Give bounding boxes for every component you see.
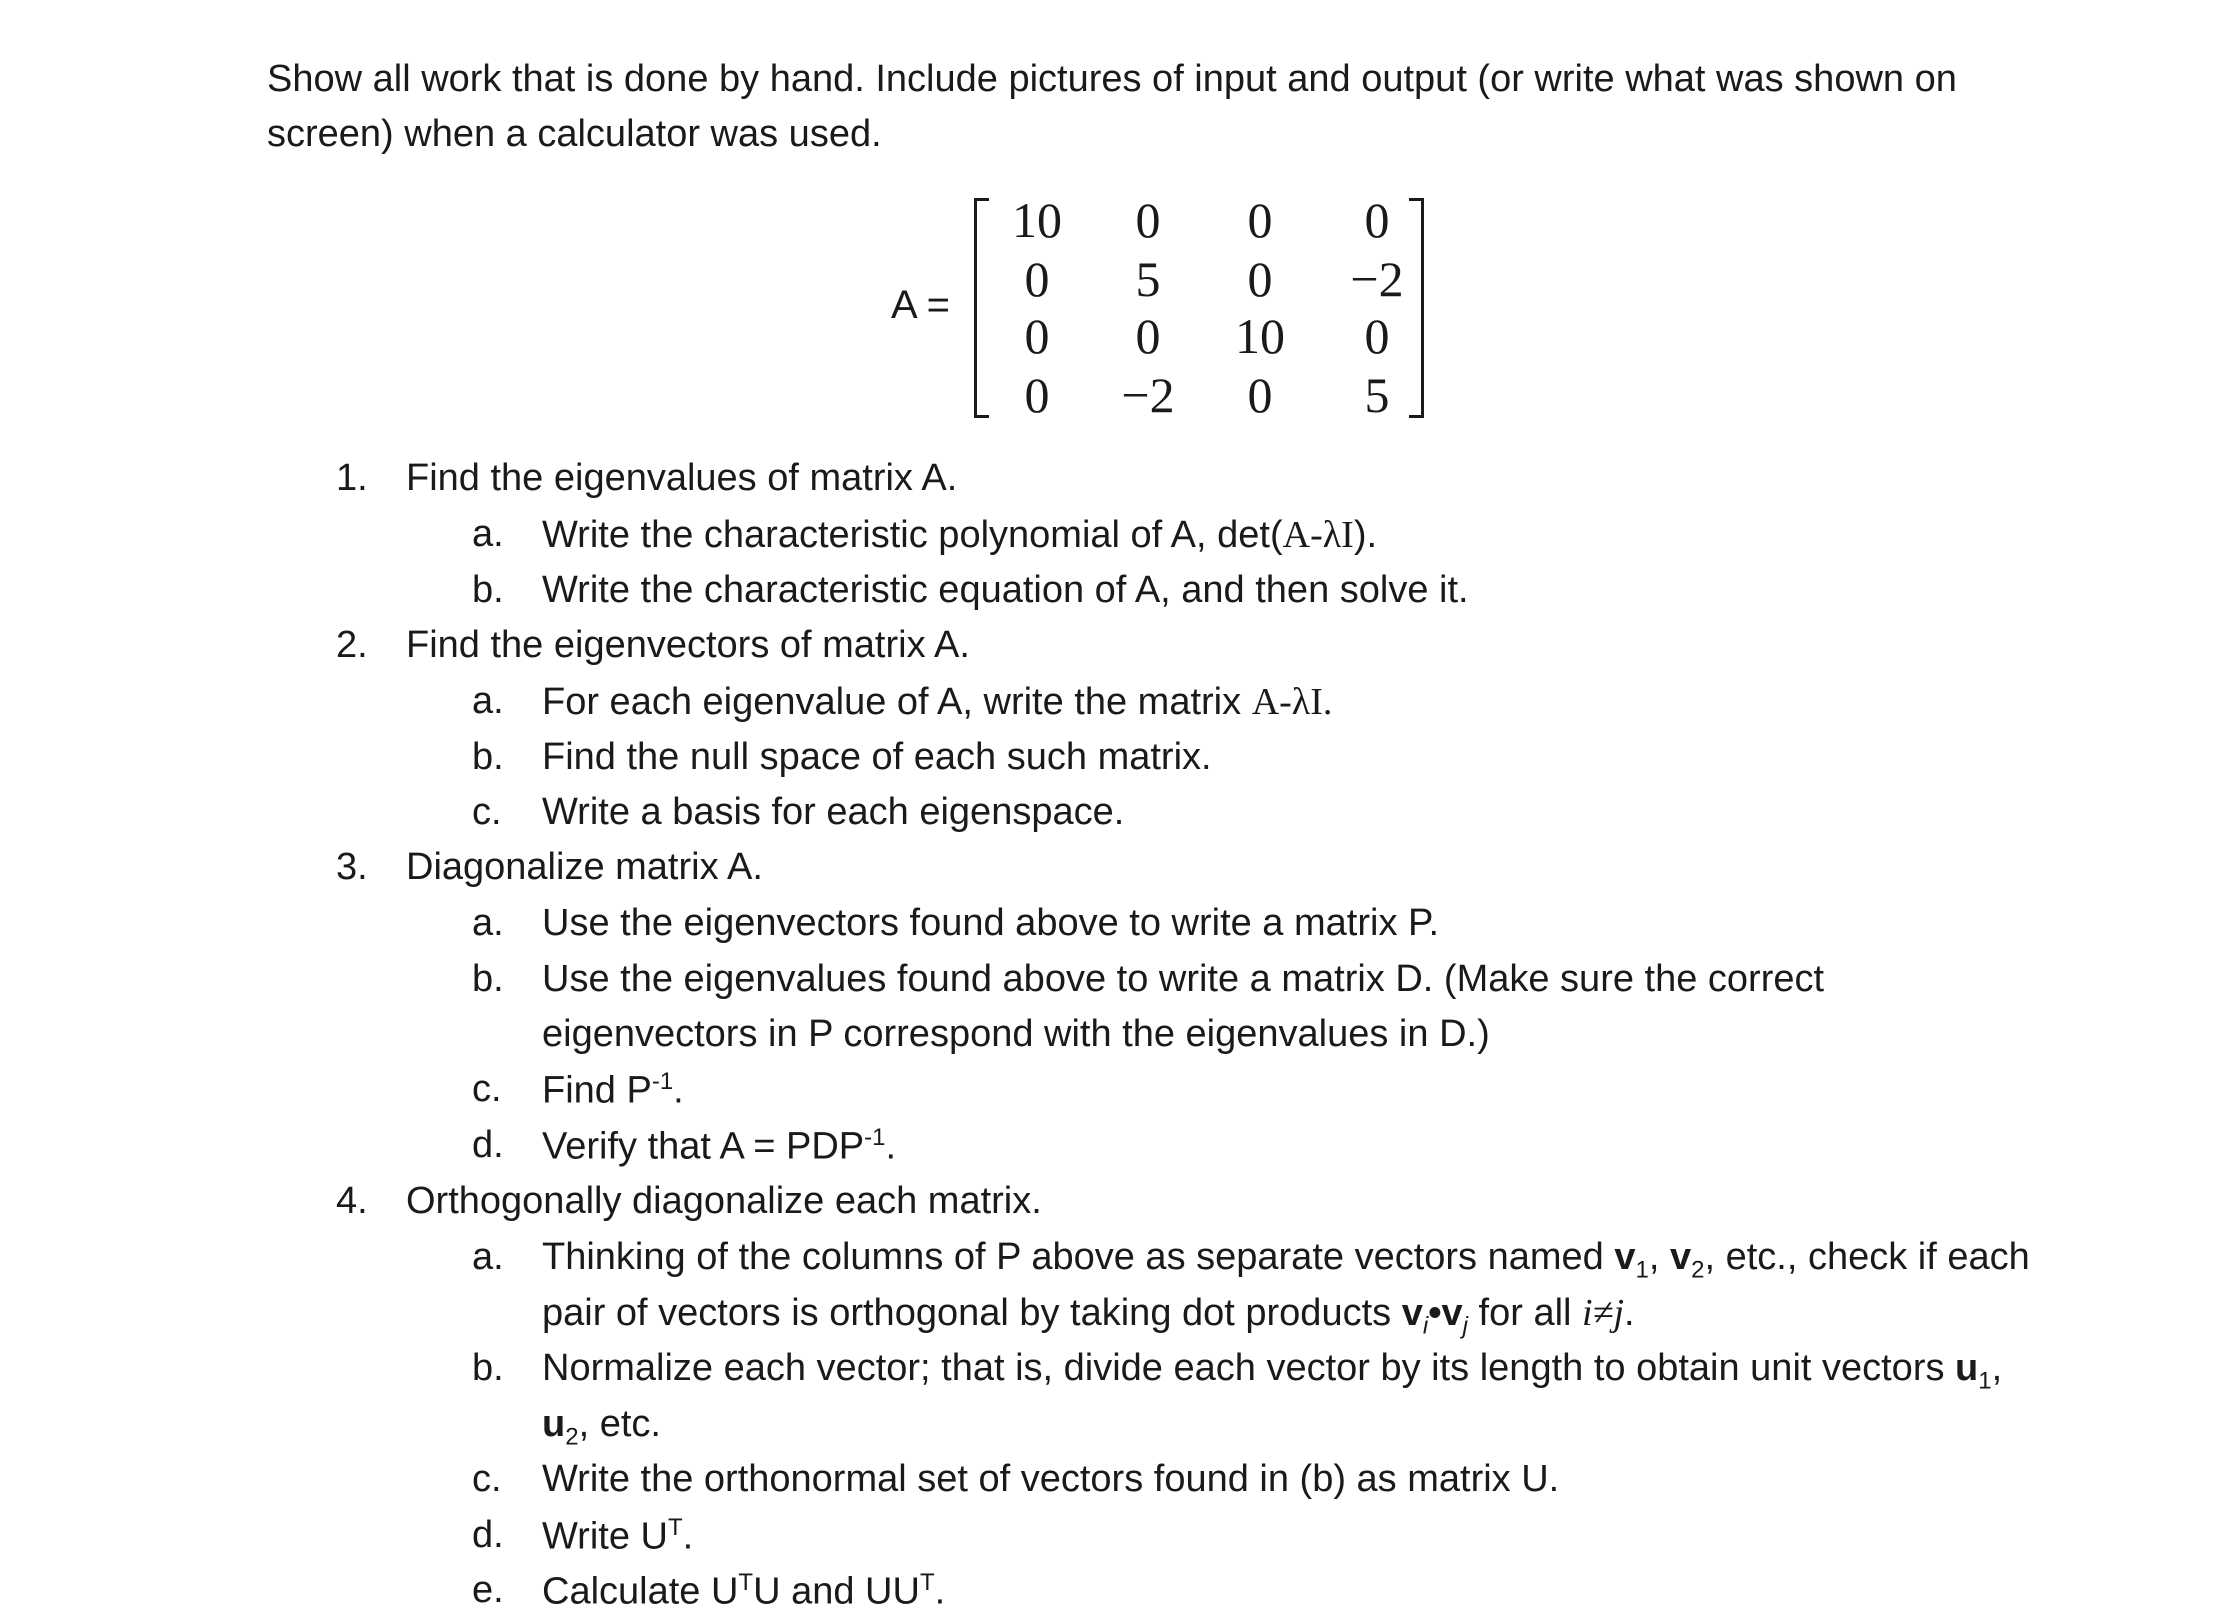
q2-number: 2. <box>336 624 368 666</box>
q4b-text-line-2: $u_2$, etc. <box>542 1403 661 1451</box>
matrix-cell: 0 <box>1247 367 1273 423</box>
matrix-cell: 0 <box>1364 192 1390 248</box>
q2-text: Find the eigenvectors of matrix A. <box>406 624 970 666</box>
q1b-text: Write the characteristic equation of A, and then solve it. <box>542 569 1469 611</box>
q1a-text: Write the characteristic polynomial of A, det(A-λI). <box>542 514 1378 556</box>
q4b-letter: b. <box>472 1347 504 1389</box>
matrix-cell: 0 <box>1135 192 1161 248</box>
q3a-letter: a. <box>472 902 504 944</box>
q4a-letter: a. <box>472 1236 504 1278</box>
q2a-text: For each eigenvalue of A, write the matrix A-λI. <box>542 681 1333 723</box>
q1b-letter: b. <box>472 569 504 611</box>
q3d-letter: d. <box>472 1124 504 1166</box>
matrix-a <box>974 192 1424 422</box>
q1-number: 1. <box>336 457 368 499</box>
q2c-text: Write a basis for each eigenspace. <box>542 791 1125 833</box>
q4d-letter: d. <box>472 1514 504 1556</box>
q4e-text: Calculate $U^TU$ and $UU^T$. <box>542 1569 946 1613</box>
q3-text: Diagonalize matrix A. <box>406 846 763 888</box>
q3c-letter: c. <box>472 1068 502 1110</box>
instructions-line-2: screen) when a calculator was used. <box>267 113 882 155</box>
q4a-text-line-1: Thinking of the columns of P above as separate vectors named $v_1$, $v_2$, etc., check if each <box>542 1236 2030 1284</box>
instructions-line-1: Show all work that is done by hand. Include pictures of input and output (or write what was shown on <box>267 58 1957 100</box>
q3b-letter: b. <box>472 958 504 1000</box>
matrix-cell: 0 <box>1024 367 1050 423</box>
matrix-cell: 10 <box>1012 192 1062 248</box>
q2b-text: Find the null space of each such matrix. <box>542 736 1212 778</box>
matrix-label: A = <box>891 283 950 327</box>
matrix-cell: 10 <box>1235 308 1285 364</box>
q3b-text-line-2: eigenvectors in P correspond with the eigenvalues in D.) <box>542 1013 1490 1055</box>
matrix-cell: −2 <box>1121 367 1175 423</box>
matrix-cell: 5 <box>1135 251 1161 307</box>
matrix-cell: 0 <box>1364 308 1390 364</box>
q3d-text: Verify that $A = PDP^{-1}$. <box>542 1124 897 1168</box>
matrix-cell: −2 <box>1350 251 1404 307</box>
matrix-cell: 0 <box>1247 192 1273 248</box>
q4a-text-line-2: pair of vectors is orthogonal by taking dot products $v_i•v_j$ for all i≠j. <box>542 1292 1635 1340</box>
q4e-letter: e. <box>472 1569 504 1611</box>
matrix-cell: 0 <box>1024 251 1050 307</box>
q2c-letter: c. <box>472 791 502 833</box>
q3-number: 3. <box>336 846 368 888</box>
q4-number: 4. <box>336 1180 368 1222</box>
q4c-text: Write the orthonormal set of vectors found in (b) as matrix U. <box>542 1458 1560 1500</box>
q3c-text: Find $P^{-1}$. <box>542 1068 684 1112</box>
q1a-letter: a. <box>472 513 504 555</box>
matrix-cell: 0 <box>1247 251 1273 307</box>
matrix-cell: 0 <box>1024 308 1050 364</box>
q3b-text-line-1: Use the eigenvalues found above to write a matrix D. (Make sure the correct <box>542 958 1825 1000</box>
q3a-text: Use the eigenvectors found above to write a matrix P. <box>542 902 1440 944</box>
matrix-cell: 5 <box>1364 367 1390 423</box>
matrix-cell: 0 <box>1135 308 1161 364</box>
instructions <box>267 52 1957 162</box>
q2a-letter: a. <box>472 680 504 722</box>
q4c-letter: c. <box>472 1458 502 1500</box>
q4b-text-line-1: Normalize each vector; that is, divide each vector by its length to obtain unit vectors $u_1$, <box>542 1347 2003 1395</box>
q2b-letter: b. <box>472 736 504 778</box>
q4-text: Orthogonally diagonalize each matrix. <box>406 1180 1042 1222</box>
q4d-text: Write $U^T$. <box>542 1514 694 1558</box>
q1-text: Find the eigenvalues of matrix A. <box>406 457 958 499</box>
